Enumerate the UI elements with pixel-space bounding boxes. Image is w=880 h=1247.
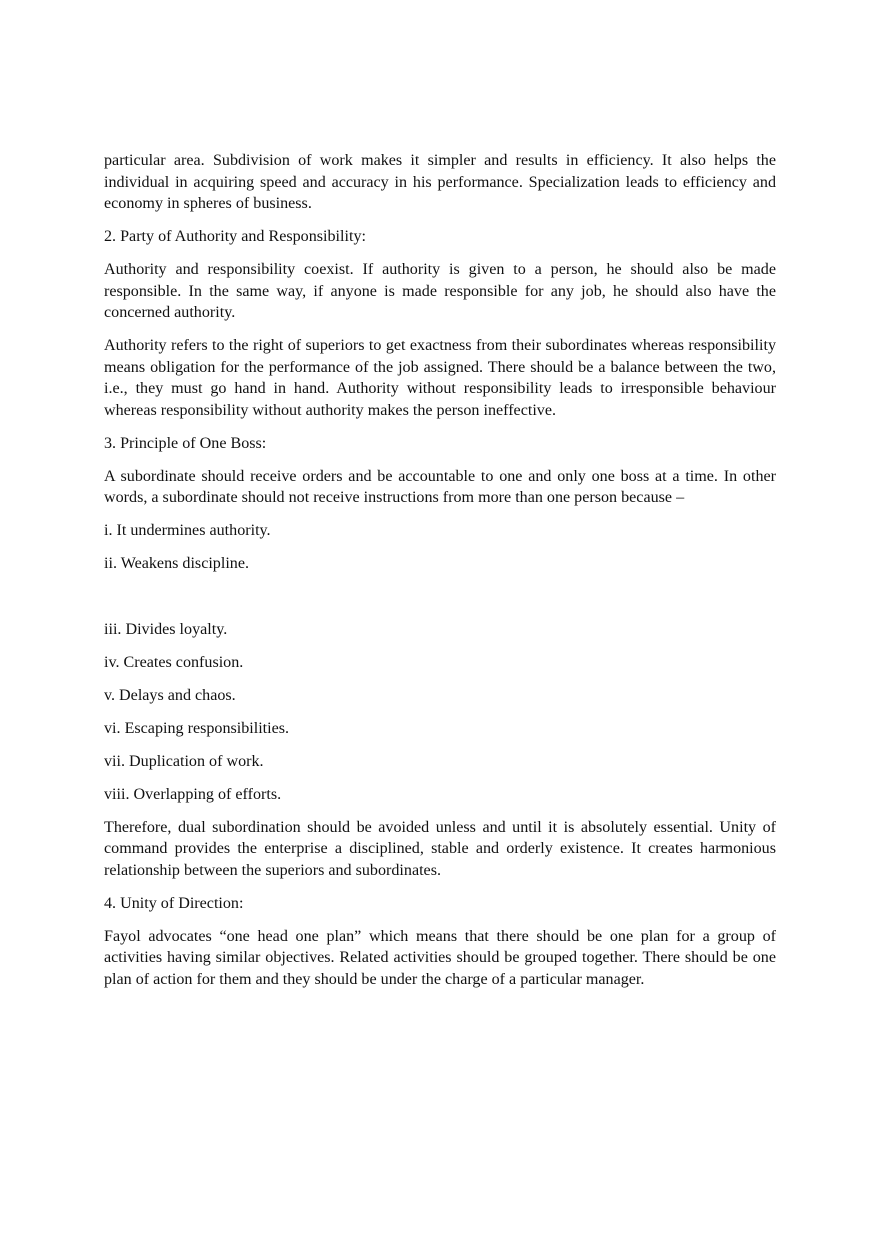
list-item: iii. Divides loyalty. [104, 620, 228, 638]
paragraph-authority-coexist: Authority and responsibility coexist. If authority is given to a person, he should also be made responsible. In the same way, if anyone is made responsible for any job, he should also have the concerned authority. [104, 261, 776, 321]
heading-authority-responsibility: 2. Party of Authority and Responsibility: [104, 228, 366, 245]
heading-unity-of-direction: 4. Unity of Direction: [104, 894, 244, 912]
document-body [104, 150, 776, 1002]
paragraph-one-boss: A subordinate should receive orders and be accountable to one and only one boss at a time. In other words, a subordinate should not receive instructions from more than one person because – [104, 467, 776, 506]
list-item: vi. Escaping responsibilities. [104, 719, 290, 737]
paragraph-unity-of-direction: Fayol advocates “one head one plan” which means that there should be one plan for a group of activities having similar objectives. Related activities should be grouped together. There should be one plan of action for them and they should be under the charge of a particular manager. [104, 927, 776, 988]
paragraph-authority-definition: Authority refers to the right of superiors to get exactness from their subordinates whereas responsibility means obligation for the performance of the job assigned. There should be a balance between the two, i.e., they must go hand in hand. Authority without responsibility leads to irresponsible behaviour whereas responsibility without authority makes the person ineffective. [104, 337, 776, 419]
list-item: v. Delays and chaos. [104, 686, 236, 704]
list-item: viii. Overlapping of efforts. [104, 785, 282, 803]
list-item: i. It undermines authority. [104, 522, 271, 539]
paragraph-dual-subordination: Therefore, dual subordination should be avoided unless and until it is absolutely essential. Unity of command provides the enterprise a disciplined, stable and orderly existence. It creates harmonious relationship between the superiors and subordinates. [104, 818, 776, 879]
paragraph-specialization: particular area. Subdivision of work makes it simpler and results in efficiency. It also helps the individual in acquiring speed and accuracy in his performance. Specialization leads to efficiency and economy in spheres of business. [104, 152, 776, 212]
list-item: iv. Creates confusion. [104, 653, 244, 671]
heading-one-boss: 3. Principle of One Boss: [104, 434, 267, 452]
list-item: ii. Weakens discipline. [104, 555, 250, 572]
list-item: vii. Duplication of work. [104, 752, 264, 770]
